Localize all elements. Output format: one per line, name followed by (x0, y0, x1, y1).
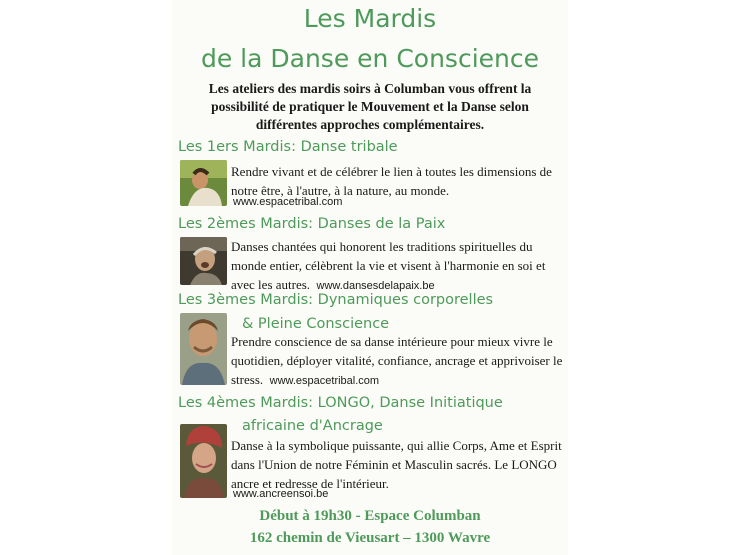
section-2-description-text: Danses chantées qui honorent les traditions spirituelles du monde entier, célèbrent la vie et visent à l'harmonie en soi et avec les autres. (231, 239, 546, 292)
section-4-link[interactable]: www.ancreensoi.be (233, 488, 329, 500)
section-2-link[interactable]: www.dansesdelapaix.be (316, 280, 435, 292)
event-time-location: Début à 19h30 - Espace Columban (259, 508, 481, 524)
section-3-heading-cont: & Pleine Conscience (242, 316, 390, 332)
singer-photo (180, 237, 227, 285)
section-2-heading: Les 2èmes Mardis: Danses de la Paix (178, 216, 446, 232)
section-1-heading: Les 1ers Mardis: Danse tribale (178, 139, 398, 155)
section-3-description (231, 332, 565, 391)
section-2-description (231, 237, 565, 296)
event-address: 162 chemin de Vieusart – 1300 Wavre (249, 530, 491, 546)
poster-title-line1: Les Mardis (303, 4, 437, 33)
intro-text: Les ateliers des mardis soirs à Columban vous offrent la possibilité de pratiquer le Mouvement et la Danse selon différentes approches complémentaires. (208, 81, 532, 132)
man-portrait-photo (180, 313, 227, 385)
woman-headwrap-photo (180, 424, 227, 498)
dancer-photo (180, 160, 227, 206)
section-4-heading: Les 4èmes Mardis: LONGO, Danse Initiatique (178, 395, 503, 411)
event-poster (172, 0, 568, 555)
section-4-heading-cont: africaine d'Ancrage (242, 418, 383, 434)
section-3-description-text: Prendre conscience de sa danse intérieure pour mieux vivre le quotidien, déployer vitalité, confiance, ancrage et apprivoiser le stress. (231, 334, 563, 387)
section-3-link[interactable]: www.espacetribal.com (269, 375, 380, 387)
section-3-heading: Les 3èmes Mardis: Dynamiques corporelles (178, 292, 494, 308)
section-1-description: Rendre vivant et de célébrer le lien à toutes les dimensions de notre être, à l'autre, à la nature, au monde. (231, 164, 552, 198)
poster-title-line2: de la Danse en Conscience (200, 44, 539, 73)
section-1-link[interactable]: www.espacetribal.com (233, 196, 343, 208)
section-4-description: Danse à la symbolique puissante, qui allie Corps, Ame et Esprit dans l'Union de notre Féminin et Masculin sacrés. Le LONGO ancre et redresse de l'intérieur. (231, 438, 562, 491)
